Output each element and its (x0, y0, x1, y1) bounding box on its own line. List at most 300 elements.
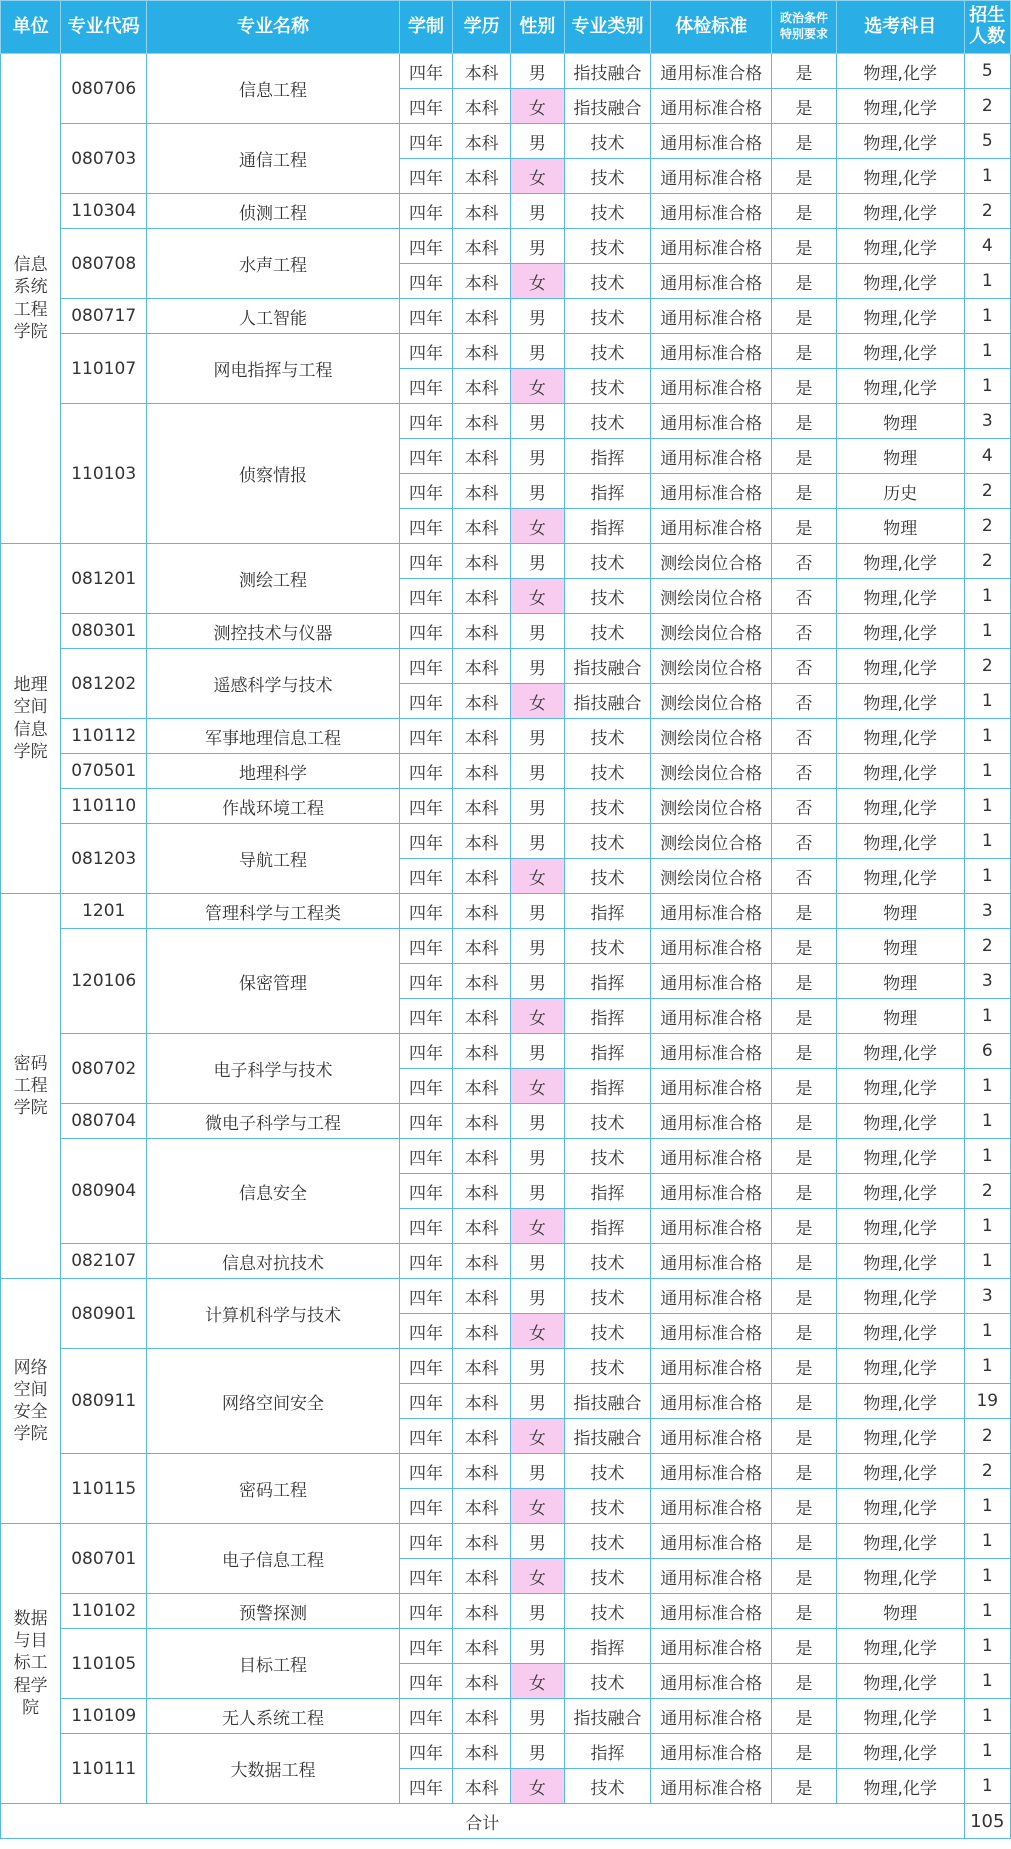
exam-subjects-cell: 物理,化学 (836, 1279, 964, 1314)
exam-subjects-cell: 物理,化学 (836, 1699, 964, 1734)
major-code-cell: 080717 (61, 299, 147, 334)
exam-subjects-cell: 物理,化学 (836, 229, 964, 264)
enrollment-count-cell: 1 (964, 1244, 1010, 1279)
category-cell: 指挥 (564, 964, 651, 999)
category-cell: 指技融合 (564, 1384, 651, 1419)
duration-cell: 四年 (399, 789, 452, 824)
degree-cell: 本科 (453, 509, 511, 544)
category-cell: 技术 (564, 754, 651, 789)
exam-subjects-cell: 物理,化学 (836, 159, 964, 194)
gender-cell: 女 (511, 859, 564, 894)
duration-cell: 四年 (399, 439, 452, 474)
duration-cell: 四年 (399, 1594, 452, 1629)
physical-standard-cell: 通用标准合格 (651, 929, 772, 964)
enrollment-count-cell: 1 (964, 1139, 1010, 1174)
exam-subjects-cell: 物理 (836, 929, 964, 964)
unit-cell: 信息 系统 工程 学院 (1, 54, 61, 544)
category-cell: 技术 (564, 1489, 651, 1524)
duration-cell: 四年 (399, 1209, 452, 1244)
exam-subjects-cell: 物理 (836, 964, 964, 999)
enrollment-count-cell: 1 (964, 579, 1010, 614)
exam-subjects-cell: 物理,化学 (836, 1139, 964, 1174)
physical-standard-cell: 测绘岗位合格 (651, 824, 772, 859)
political-requirement-cell: 是 (772, 474, 837, 509)
major-name-cell: 地理科学 (147, 754, 400, 789)
degree-cell: 本科 (453, 964, 511, 999)
major-code-cell: 110111 (61, 1734, 147, 1804)
physical-standard-cell: 通用标准合格 (651, 964, 772, 999)
political-requirement-cell: 是 (772, 1069, 837, 1104)
exam-subjects-cell: 物理,化学 (836, 264, 964, 299)
exam-subjects-cell: 物理,化学 (836, 1664, 964, 1699)
political-requirement-cell: 是 (772, 1594, 837, 1629)
exam-subjects-cell: 物理,化学 (836, 299, 964, 334)
category-cell: 指挥 (564, 474, 651, 509)
category-cell: 技术 (564, 1279, 651, 1314)
table-row (1, 404, 1011, 439)
duration-cell: 四年 (399, 929, 452, 964)
political-requirement-cell: 是 (772, 1699, 837, 1734)
physical-standard-cell: 通用标准合格 (651, 194, 772, 229)
exam-subjects-cell: 物理,化学 (836, 859, 964, 894)
table-row (1, 614, 1011, 649)
degree-cell: 本科 (453, 579, 511, 614)
degree-cell: 本科 (453, 1734, 511, 1769)
table-row (1, 1524, 1011, 1559)
political-requirement-cell: 否 (772, 859, 837, 894)
degree-cell: 本科 (453, 1769, 511, 1804)
degree-cell: 本科 (453, 299, 511, 334)
duration-cell: 四年 (399, 1349, 452, 1384)
physical-standard-cell: 测绘岗位合格 (651, 579, 772, 614)
duration-cell: 四年 (399, 999, 452, 1034)
gender-cell: 女 (511, 1419, 564, 1454)
major-name-cell: 无人系统工程 (147, 1699, 400, 1734)
category-cell: 技术 (564, 159, 651, 194)
enrollment-count-cell: 1 (964, 369, 1010, 404)
gender-cell: 男 (511, 544, 564, 579)
enrollment-count-cell: 1 (964, 1314, 1010, 1349)
enrollment-count-cell: 4 (964, 439, 1010, 474)
political-requirement-cell: 是 (772, 1314, 837, 1349)
physical-standard-cell: 通用标准合格 (651, 1524, 772, 1559)
political-requirement-cell: 是 (772, 1559, 837, 1594)
gender-cell: 男 (511, 1174, 564, 1209)
table-row (1, 719, 1011, 754)
exam-subjects-cell: 物理,化学 (836, 1314, 964, 1349)
enrollment-count-cell: 1 (964, 159, 1010, 194)
physical-standard-cell: 通用标准合格 (651, 1699, 772, 1734)
political-requirement-cell: 是 (772, 1384, 837, 1419)
duration-cell: 四年 (399, 754, 452, 789)
category-cell: 技术 (564, 404, 651, 439)
duration-cell: 四年 (399, 649, 452, 684)
gender-cell: 男 (511, 1139, 564, 1174)
degree-cell: 本科 (453, 1384, 511, 1419)
gender-cell: 男 (511, 1454, 564, 1489)
table-row (1, 754, 1011, 789)
category-cell: 技术 (564, 719, 651, 754)
table-row (1, 544, 1011, 579)
gender-cell: 男 (511, 1279, 564, 1314)
category-cell: 指挥 (564, 1629, 651, 1664)
table-row (1, 824, 1011, 859)
political-requirement-cell: 是 (772, 1104, 837, 1139)
total-value: 105 (964, 1804, 1010, 1839)
duration-cell: 四年 (399, 54, 452, 89)
duration-cell: 四年 (399, 1279, 452, 1314)
exam-subjects-cell: 物理 (836, 404, 964, 439)
physical-standard-cell: 通用标准合格 (651, 299, 772, 334)
degree-cell: 本科 (453, 1034, 511, 1069)
enrollment-count-cell: 1 (964, 999, 1010, 1034)
political-requirement-cell: 否 (772, 579, 837, 614)
duration-cell: 四年 (399, 334, 452, 369)
enrollment-count-cell: 1 (964, 1664, 1010, 1699)
political-requirement-cell: 是 (772, 1489, 837, 1524)
table-row (1, 1139, 1011, 1174)
exam-subjects-cell: 物理,化学 (836, 54, 964, 89)
major-code-cell: 110115 (61, 1454, 147, 1524)
political-requirement-cell: 是 (772, 54, 837, 89)
physical-standard-cell: 测绘岗位合格 (651, 859, 772, 894)
major-name-cell: 侦测工程 (147, 194, 400, 229)
gender-cell: 女 (511, 369, 564, 404)
political-requirement-cell: 是 (772, 369, 837, 404)
exam-subjects-cell: 物理,化学 (836, 1349, 964, 1384)
category-cell: 技术 (564, 1594, 651, 1629)
duration-cell: 四年 (399, 229, 452, 264)
physical-standard-cell: 通用标准合格 (651, 334, 772, 369)
political-requirement-cell: 是 (772, 509, 837, 544)
enrollment-count-cell: 2 (964, 474, 1010, 509)
physical-standard-cell: 测绘岗位合格 (651, 719, 772, 754)
duration-cell: 四年 (399, 264, 452, 299)
category-cell: 指挥 (564, 1734, 651, 1769)
exam-subjects-cell: 物理 (836, 509, 964, 544)
category-cell: 指挥 (564, 1034, 651, 1069)
gender-cell: 女 (511, 159, 564, 194)
physical-standard-cell: 通用标准合格 (651, 1349, 772, 1384)
major-name-cell: 水声工程 (147, 229, 400, 299)
duration-cell: 四年 (399, 894, 452, 929)
enrollment-count-cell: 1 (964, 1769, 1010, 1804)
gender-cell: 男 (511, 299, 564, 334)
physical-standard-cell: 通用标准合格 (651, 509, 772, 544)
gender-cell: 男 (511, 404, 564, 439)
duration-cell: 四年 (399, 579, 452, 614)
degree-cell: 本科 (453, 1349, 511, 1384)
category-cell: 指挥 (564, 999, 651, 1034)
major-code-cell: 080706 (61, 54, 147, 124)
table-row (1, 1279, 1011, 1314)
political-requirement-cell: 否 (772, 719, 837, 754)
table-row (1, 789, 1011, 824)
political-requirement-cell: 是 (772, 894, 837, 929)
political-requirement-cell: 是 (772, 439, 837, 474)
enrollment-count-cell: 1 (964, 789, 1010, 824)
exam-subjects-cell: 物理,化学 (836, 1489, 964, 1524)
duration-cell: 四年 (399, 1244, 452, 1279)
enrollment-count-cell: 2 (964, 509, 1010, 544)
unit-cell: 地理 空间 信息 学院 (1, 544, 61, 894)
political-requirement-cell: 否 (772, 649, 837, 684)
duration-cell: 四年 (399, 1699, 452, 1734)
enrollment-count-cell: 1 (964, 264, 1010, 299)
exam-subjects-cell: 物理,化学 (836, 1384, 964, 1419)
degree-cell: 本科 (453, 439, 511, 474)
table-row (1, 929, 1011, 964)
gender-cell: 女 (511, 999, 564, 1034)
major-code-cell: 080708 (61, 229, 147, 299)
enrollment-count-cell: 1 (964, 334, 1010, 369)
category-cell: 指技融合 (564, 649, 651, 684)
duration-cell: 四年 (399, 1069, 452, 1104)
category-cell: 技术 (564, 229, 651, 264)
political-requirement-cell: 是 (772, 999, 837, 1034)
physical-standard-cell: 通用标准合格 (651, 124, 772, 159)
duration-cell: 四年 (399, 544, 452, 579)
exam-subjects-cell: 物理,化学 (836, 1209, 964, 1244)
duration-cell: 四年 (399, 859, 452, 894)
category-cell: 技术 (564, 1664, 651, 1699)
enrollment-count-cell: 3 (964, 964, 1010, 999)
category-cell: 技术 (564, 1559, 651, 1594)
category-cell: 指技融合 (564, 1419, 651, 1454)
political-requirement-cell: 是 (772, 1734, 837, 1769)
category-cell: 技术 (564, 929, 651, 964)
header-major-category: 专业类别 (564, 1, 651, 54)
political-requirement-cell: 否 (772, 824, 837, 859)
exam-subjects-cell: 物理,化学 (836, 1069, 964, 1104)
duration-cell: 四年 (399, 1559, 452, 1594)
degree-cell: 本科 (453, 1209, 511, 1244)
category-cell: 指挥 (564, 509, 651, 544)
enrollment-count-cell: 2 (964, 1419, 1010, 1454)
major-name-cell: 大数据工程 (147, 1734, 400, 1804)
duration-cell: 四年 (399, 509, 452, 544)
table-row (1, 1349, 1011, 1384)
duration-cell: 四年 (399, 1489, 452, 1524)
political-requirement-cell: 否 (772, 789, 837, 824)
degree-cell: 本科 (453, 894, 511, 929)
gender-cell: 男 (511, 1384, 564, 1419)
political-requirement-cell: 是 (772, 89, 837, 124)
duration-cell: 四年 (399, 1034, 452, 1069)
enrollment-count-cell: 1 (964, 299, 1010, 334)
enrollment-count-cell: 1 (964, 1069, 1010, 1104)
gender-cell: 女 (511, 1769, 564, 1804)
degree-cell: 本科 (453, 544, 511, 579)
physical-standard-cell: 测绘岗位合格 (651, 649, 772, 684)
gender-cell: 女 (511, 509, 564, 544)
header-unit: 单位 (1, 1, 61, 54)
exam-subjects-cell: 物理 (836, 999, 964, 1034)
degree-cell: 本科 (453, 1489, 511, 1524)
degree-cell: 本科 (453, 1629, 511, 1664)
physical-standard-cell: 测绘岗位合格 (651, 544, 772, 579)
gender-cell: 男 (511, 754, 564, 789)
degree-cell: 本科 (453, 1699, 511, 1734)
degree-cell: 本科 (453, 1174, 511, 1209)
enrollment-count-cell: 1 (964, 754, 1010, 789)
exam-subjects-cell: 物理,化学 (836, 1769, 964, 1804)
exam-subjects-cell: 物理,化学 (836, 1734, 964, 1769)
category-cell: 技术 (564, 859, 651, 894)
major-name-cell: 信息安全 (147, 1139, 400, 1244)
enrollment-count-cell: 1 (964, 1349, 1010, 1384)
table-row (1, 1034, 1011, 1069)
political-requirement-cell: 是 (772, 404, 837, 439)
degree-cell: 本科 (453, 1454, 511, 1489)
gender-cell: 男 (511, 824, 564, 859)
enrollment-count-cell: 5 (964, 124, 1010, 159)
political-requirement-cell: 否 (772, 754, 837, 789)
political-requirement-cell: 是 (772, 964, 837, 999)
degree-cell: 本科 (453, 369, 511, 404)
exam-subjects-cell: 物理,化学 (836, 754, 964, 789)
header-degree: 学历 (453, 1, 511, 54)
exam-subjects-cell: 物理,化学 (836, 124, 964, 159)
enrollment-count-cell: 1 (964, 859, 1010, 894)
category-cell: 技术 (564, 1524, 651, 1559)
enrollment-count-cell: 19 (964, 1384, 1010, 1419)
duration-cell: 四年 (399, 1104, 452, 1139)
category-cell: 技术 (564, 1454, 651, 1489)
physical-standard-cell: 通用标准合格 (651, 999, 772, 1034)
enrollment-count-cell: 6 (964, 1034, 1010, 1069)
gender-cell: 男 (511, 719, 564, 754)
major-code-cell: 070501 (61, 754, 147, 789)
political-requirement-cell: 是 (772, 929, 837, 964)
header-exam-subjects: 选考科目 (836, 1, 964, 54)
political-requirement-cell: 是 (772, 1244, 837, 1279)
category-cell: 技术 (564, 334, 651, 369)
duration-cell: 四年 (399, 1419, 452, 1454)
duration-cell: 四年 (399, 1664, 452, 1699)
major-name-cell: 人工智能 (147, 299, 400, 334)
major-name-cell: 预警探测 (147, 1594, 400, 1629)
major-code-cell: 110107 (61, 334, 147, 404)
duration-cell: 四年 (399, 369, 452, 404)
political-requirement-cell: 是 (772, 1209, 837, 1244)
physical-standard-cell: 通用标准合格 (651, 1279, 772, 1314)
degree-cell: 本科 (453, 1419, 511, 1454)
header-political-requirement: 政治条件 特别要求 (772, 1, 837, 54)
exam-subjects-cell: 物理,化学 (836, 824, 964, 859)
gender-cell: 女 (511, 684, 564, 719)
major-name-cell: 信息工程 (147, 54, 400, 124)
gender-cell: 男 (511, 929, 564, 964)
enrollment-count-cell: 2 (964, 649, 1010, 684)
major-code-cell: 082107 (61, 1244, 147, 1279)
category-cell: 技术 (564, 299, 651, 334)
physical-standard-cell: 通用标准合格 (651, 264, 772, 299)
physical-standard-cell: 测绘岗位合格 (651, 614, 772, 649)
major-name-cell: 测绘工程 (147, 544, 400, 614)
political-requirement-cell: 是 (772, 1279, 837, 1314)
physical-standard-cell: 通用标准合格 (651, 1629, 772, 1664)
degree-cell: 本科 (453, 824, 511, 859)
duration-cell: 四年 (399, 1769, 452, 1804)
gender-cell: 女 (511, 1069, 564, 1104)
gender-cell: 男 (511, 789, 564, 824)
degree-cell: 本科 (453, 474, 511, 509)
table-row (1, 1734, 1011, 1769)
category-cell: 技术 (564, 544, 651, 579)
category-cell: 技术 (564, 264, 651, 299)
gender-cell: 女 (511, 1314, 564, 1349)
exam-subjects-cell: 物理,化学 (836, 1629, 964, 1664)
enrollment-count-cell: 1 (964, 1594, 1010, 1629)
header-row (1, 1, 1011, 54)
table-row (1, 124, 1011, 159)
enrollment-count-cell: 3 (964, 894, 1010, 929)
physical-standard-cell: 通用标准合格 (651, 1174, 772, 1209)
political-requirement-cell: 是 (772, 1454, 837, 1489)
exam-subjects-cell: 物理,化学 (836, 719, 964, 754)
gender-cell: 男 (511, 1244, 564, 1279)
political-requirement-cell: 是 (772, 194, 837, 229)
political-requirement-cell: 是 (772, 229, 837, 264)
exam-subjects-cell: 物理,化学 (836, 789, 964, 824)
category-cell: 指挥 (564, 1174, 651, 1209)
header-major-code: 专业代码 (61, 1, 147, 54)
major-code-cell: 080911 (61, 1349, 147, 1454)
gender-cell: 男 (511, 1104, 564, 1139)
gender-cell: 男 (511, 1524, 564, 1559)
physical-standard-cell: 通用标准合格 (651, 1314, 772, 1349)
category-cell: 技术 (564, 1244, 651, 1279)
enrollment-count-cell: 1 (964, 614, 1010, 649)
major-code-cell: 110112 (61, 719, 147, 754)
table-row (1, 229, 1011, 264)
total-row (1, 1804, 1011, 1839)
degree-cell: 本科 (453, 1069, 511, 1104)
degree-cell: 本科 (453, 159, 511, 194)
degree-cell: 本科 (453, 1594, 511, 1629)
gender-cell: 男 (511, 1629, 564, 1664)
major-name-cell: 保密管理 (147, 929, 400, 1034)
duration-cell: 四年 (399, 124, 452, 159)
gender-cell: 女 (511, 1489, 564, 1524)
unit-cell: 数据 与目 标工 程学 院 (1, 1524, 61, 1804)
gender-cell: 男 (511, 194, 564, 229)
degree-cell: 本科 (453, 1104, 511, 1139)
political-requirement-cell: 是 (772, 1349, 837, 1384)
gender-cell: 男 (511, 54, 564, 89)
political-requirement-cell: 是 (772, 1139, 837, 1174)
enrollment-count-cell: 4 (964, 229, 1010, 264)
physical-standard-cell: 通用标准合格 (651, 404, 772, 439)
major-code-cell: 110304 (61, 194, 147, 229)
table-row (1, 299, 1011, 334)
exam-subjects-cell: 物理,化学 (836, 369, 964, 404)
enrollment-count-cell: 2 (964, 544, 1010, 579)
category-cell: 指挥 (564, 1209, 651, 1244)
category-cell: 技术 (564, 789, 651, 824)
physical-standard-cell: 通用标准合格 (651, 1244, 772, 1279)
duration-cell: 四年 (399, 194, 452, 229)
major-name-cell: 电子信息工程 (147, 1524, 400, 1594)
duration-cell: 四年 (399, 159, 452, 194)
enrollment-count-cell: 3 (964, 404, 1010, 439)
duration-cell: 四年 (399, 1734, 452, 1769)
gender-cell: 女 (511, 1209, 564, 1244)
gender-cell: 男 (511, 229, 564, 264)
exam-subjects-cell: 物理,化学 (836, 334, 964, 369)
degree-cell: 本科 (453, 999, 511, 1034)
